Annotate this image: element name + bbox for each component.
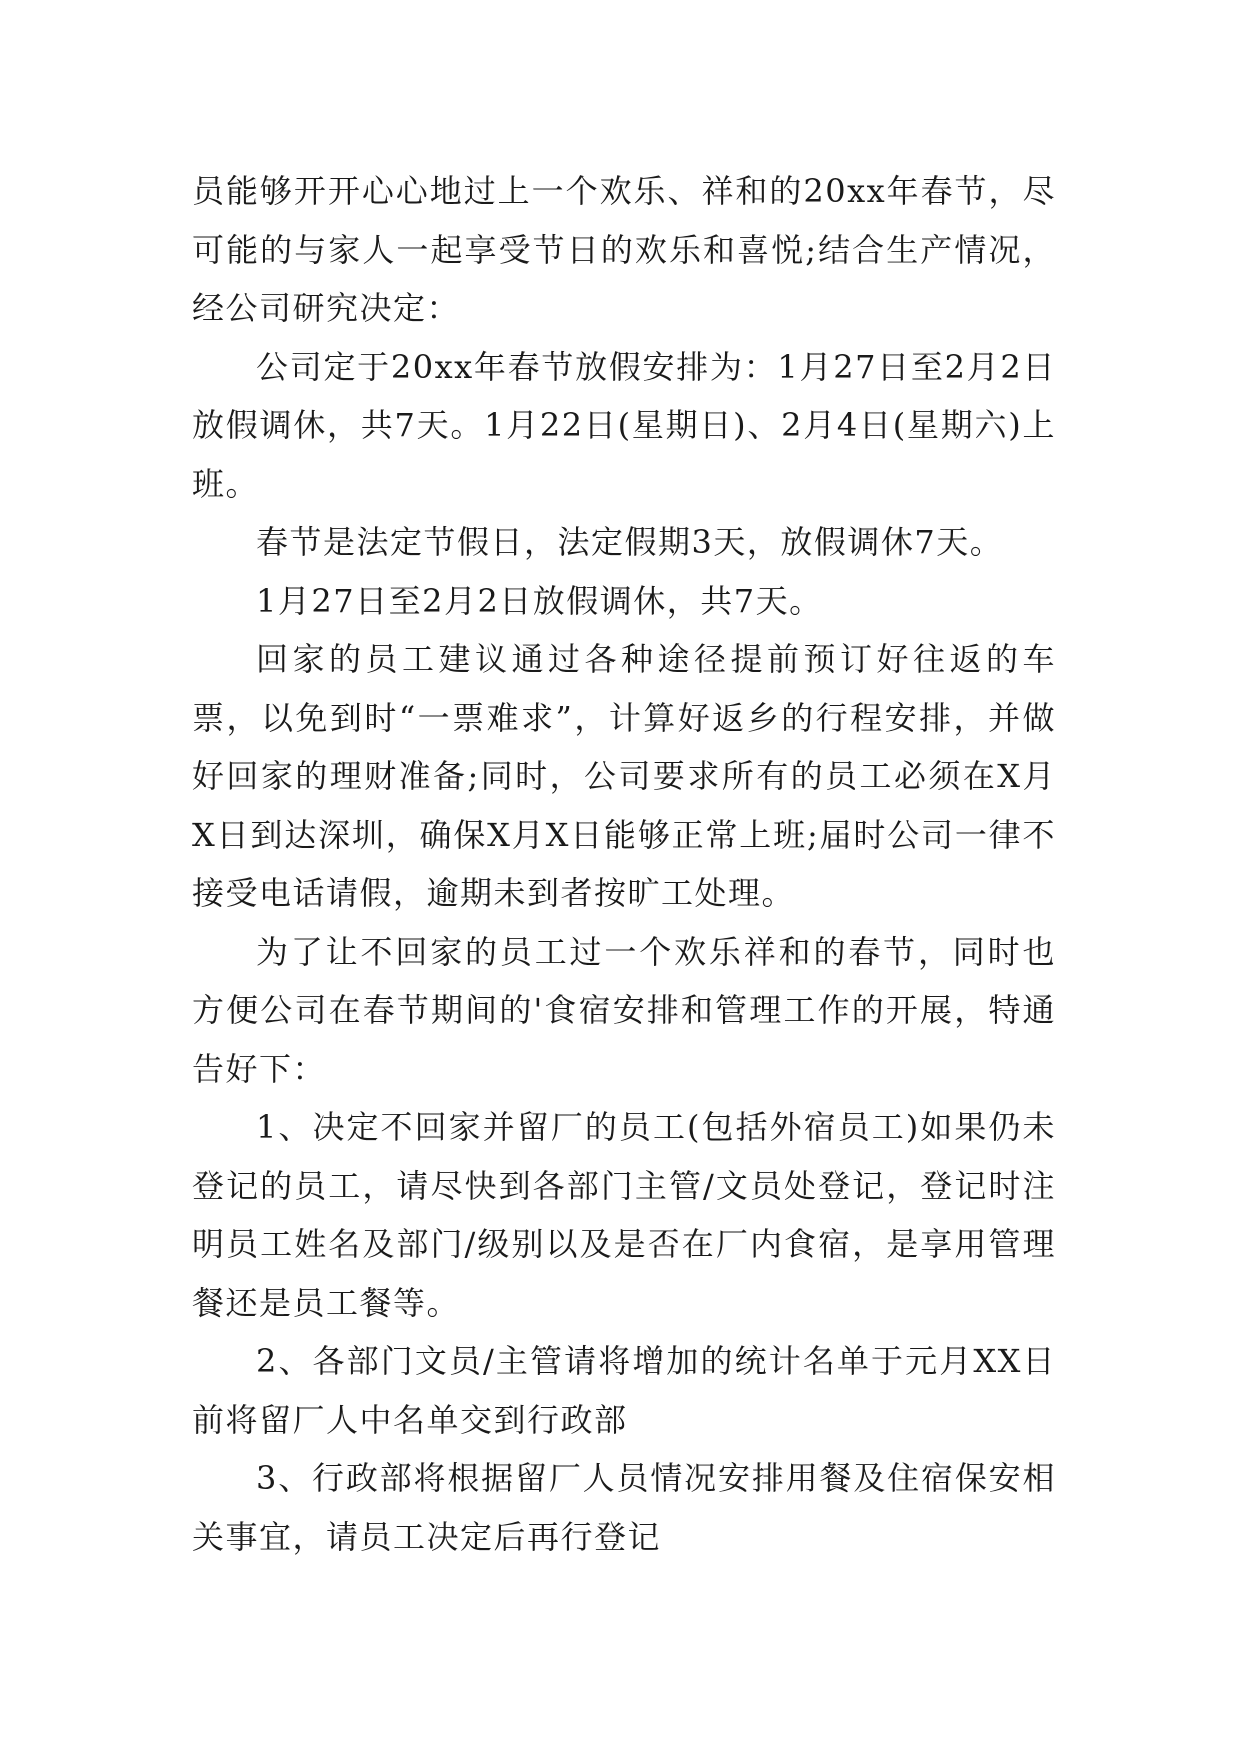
paragraph-item-1: 1、决定不回家并留厂的员工(包括外宿员工)如果仍未登记的员工，请尽快到各部门主管/文员处登记，登记时注明员工姓名及部门/级别以及是否在厂内食宿，是享用管理餐还是员工餐等。 — [192, 1108, 1056, 1322]
paragraph-holiday-arrangement: 公司定于20xx年春节放假安排为：1月27日至2月2日放假调休，共7天。1月22日(星期日)、2月4日(星期六)上班。 — [192, 347, 1056, 503]
paragraph-travel-advice: 回家的员工建议通过各种途径提前预订好往返的车票，以免到时“一票难求”，计算好返乡的行程安排，并做好回家的理财准备;同时，公司要求所有的员工必须在X月X日到达深圳，确保X月X日能够正常上班;届时公司一律不接受电话请假，逾期未到者按旷工处理。 — [192, 640, 1056, 912]
paragraph-notice-intro: 为了让不回家的员工过一个欢乐祥和的春节，同时也方便公司在春节期间的'食宿安排和管理工作的开展，特通告好下： — [192, 932, 1056, 1088]
paragraph-item-2: 2、各部门文员/主管请将增加的统计名单于元月XX日前将留厂人中名单交到行政部 — [192, 1342, 1056, 1439]
paragraph-intro: 员能够开开心心地过上一个欢乐、祥和的20xx年春节，尽可能的与家人一起享受节日的欢乐和喜悦;结合生产情况，经公司研究决定： — [192, 172, 1056, 327]
document-body — [192, 162, 1056, 1566]
paragraph-item-3: 3、行政部将根据留厂人员情况安排用餐及住宿保安相关事宜，请员工决定后再行登记 — [192, 1459, 1056, 1556]
paragraph-legal-holiday: 春节是法定节假日，法定假期3天，放假调休7天。 — [256, 523, 1004, 561]
paragraph-holiday-dates: 1月27日至2月2日放假调休，共7天。 — [256, 581, 823, 620]
